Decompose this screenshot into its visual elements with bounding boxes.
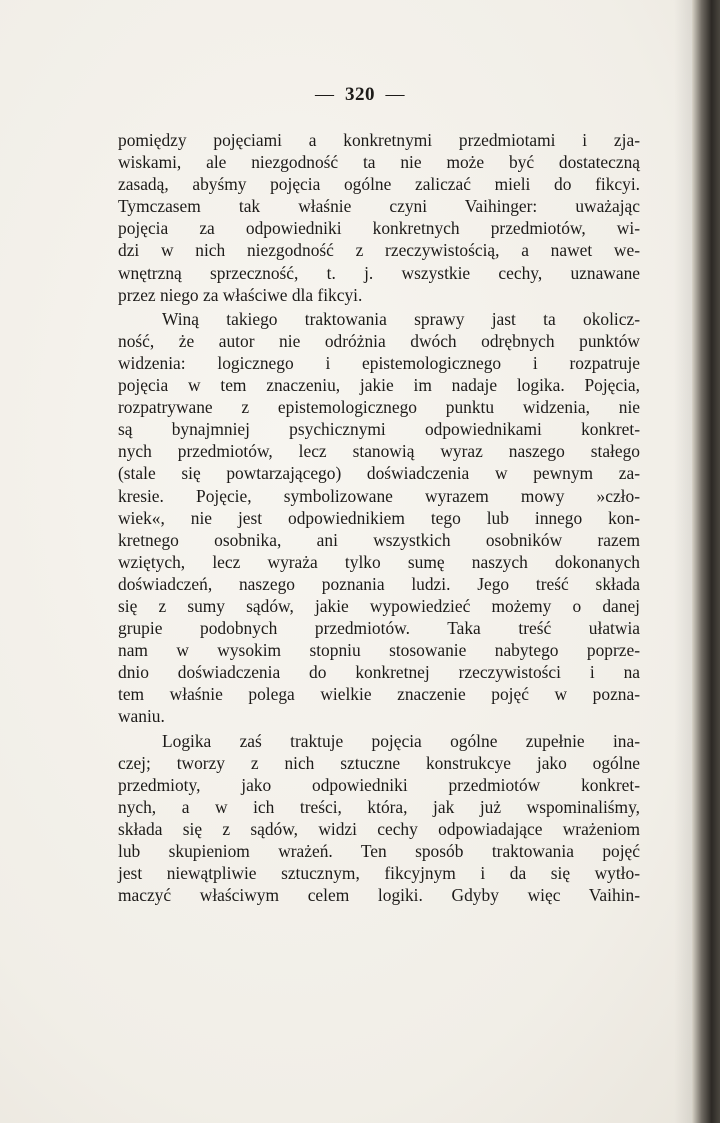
header-dash-right: — [385, 84, 405, 105]
body-text [118, 129, 640, 908]
text-line: kretnego osobnika, ani wszystkich osobników razem [118, 529, 640, 550]
text-line: ność, że autor nie odróżnia dwóch odrębnych punktów [118, 330, 640, 351]
text-line: wziętych, lecz wyraża tylko sumę naszych dokonanych [118, 551, 640, 572]
text-line: kresie. Pojęcie, symbolizowane wyrazem mowy »czło- [118, 485, 640, 506]
text-line: grupie podobnych przedmiotów. Taka treść ułatwia [118, 618, 640, 639]
text-line: wiskami, ale niezgodność ta nie może być dostateczną [118, 152, 640, 173]
text-line: Winą takiego traktowania sprawy jast ta okolicz- [162, 308, 640, 329]
text-line: Tymczasem tak właśnie czyni Vaihinger: uważając [118, 196, 640, 217]
text-line: są bynajmniej psychicznymi odpowiednikami konkret- [118, 419, 640, 440]
text-line: maczyć właściwym celem logiki. Gdyby więc Vaihin- [118, 885, 640, 906]
text-line: pojęcia za odpowiedniki konkretnych przedmiotów, wi- [118, 218, 640, 239]
paragraph-2 [118, 308, 640, 728]
paragraph-1 [118, 129, 640, 306]
text-line: doświadczeń, naszego poznania ludzi. Jego treść składa [118, 573, 640, 594]
text-line: składa się z sądów, widzi cechy odpowiadające wrażeniom [118, 818, 640, 839]
text-line: Logika zaś traktuje pojęcia ogólne zupełnie ina- [162, 730, 640, 751]
paragraph-3 [118, 730, 640, 907]
text-line: jest niewątpliwie sztucznym, fikcyjnym i da się wytło- [118, 863, 640, 884]
page-edge-shadow [674, 0, 692, 1123]
text-line: czej; tworzy z nich sztuczne konstrukcye jako ogólne [118, 752, 640, 773]
text-line: wiek«, nie jest odpowiednikiem tego lub innego kon- [118, 507, 640, 528]
book-spine-edge [692, 0, 720, 1123]
text-line: przedmioty, jako odpowiedniki przedmiotów konkret- [118, 774, 640, 795]
text-line: dzi w nich niezgodność z rzeczywistością, a nawet we- [118, 240, 640, 261]
text-line: (stale się powtarzającego) doświadczenia w pewnym za- [118, 463, 640, 484]
text-line: tem właśnie polega wielkie znaczenie pojęć w pozna- [118, 684, 640, 705]
text-line: dnio doświadczenia do konkretnej rzeczywistości i na [118, 662, 640, 683]
text-line: widzenia: logicznego i epistemologicznego i rozpatruje [118, 352, 640, 373]
text-line: przez niego za właściwe dla fikcyi. [118, 284, 363, 305]
text-line: nych przedmiotów, lecz stanowią wyraz naszego stałego [118, 441, 640, 462]
text-line: się z sumy sądów, jakie wypowiedzieć możemy o danej [118, 595, 640, 616]
text-line: pomiędzy pojęciami a konkretnymi przedmiotami i zja- [118, 130, 640, 150]
header-dash-left: — [315, 84, 335, 105]
text-line: waniu. [118, 706, 165, 727]
text-line: pojęcia w tem znaczeniu, jakie im nadaje logika. Pojęcia, [118, 375, 640, 396]
text-line: wnętrzną sprzeczność, t. j. wszystkie cechy, uznawane [118, 262, 640, 283]
text-line: zasadą, abyśmy pojęcia ogólne zaliczać mieli do fikcyi. [118, 174, 640, 195]
text-line: nych, a w ich treści, która, jak już wspominaliśmy, [118, 796, 640, 817]
text-line: nam w wysokim stopniu stosowanie nabytego poprze- [118, 640, 640, 661]
page-number: 320 [345, 84, 375, 105]
text-line: lub skupieniom wrażeń. Ten sposób traktowania pojęć [118, 841, 640, 861]
page-header [0, 84, 720, 106]
text-line: rozpatrywane z epistemologicznego punktu widzenia, nie [118, 397, 640, 418]
